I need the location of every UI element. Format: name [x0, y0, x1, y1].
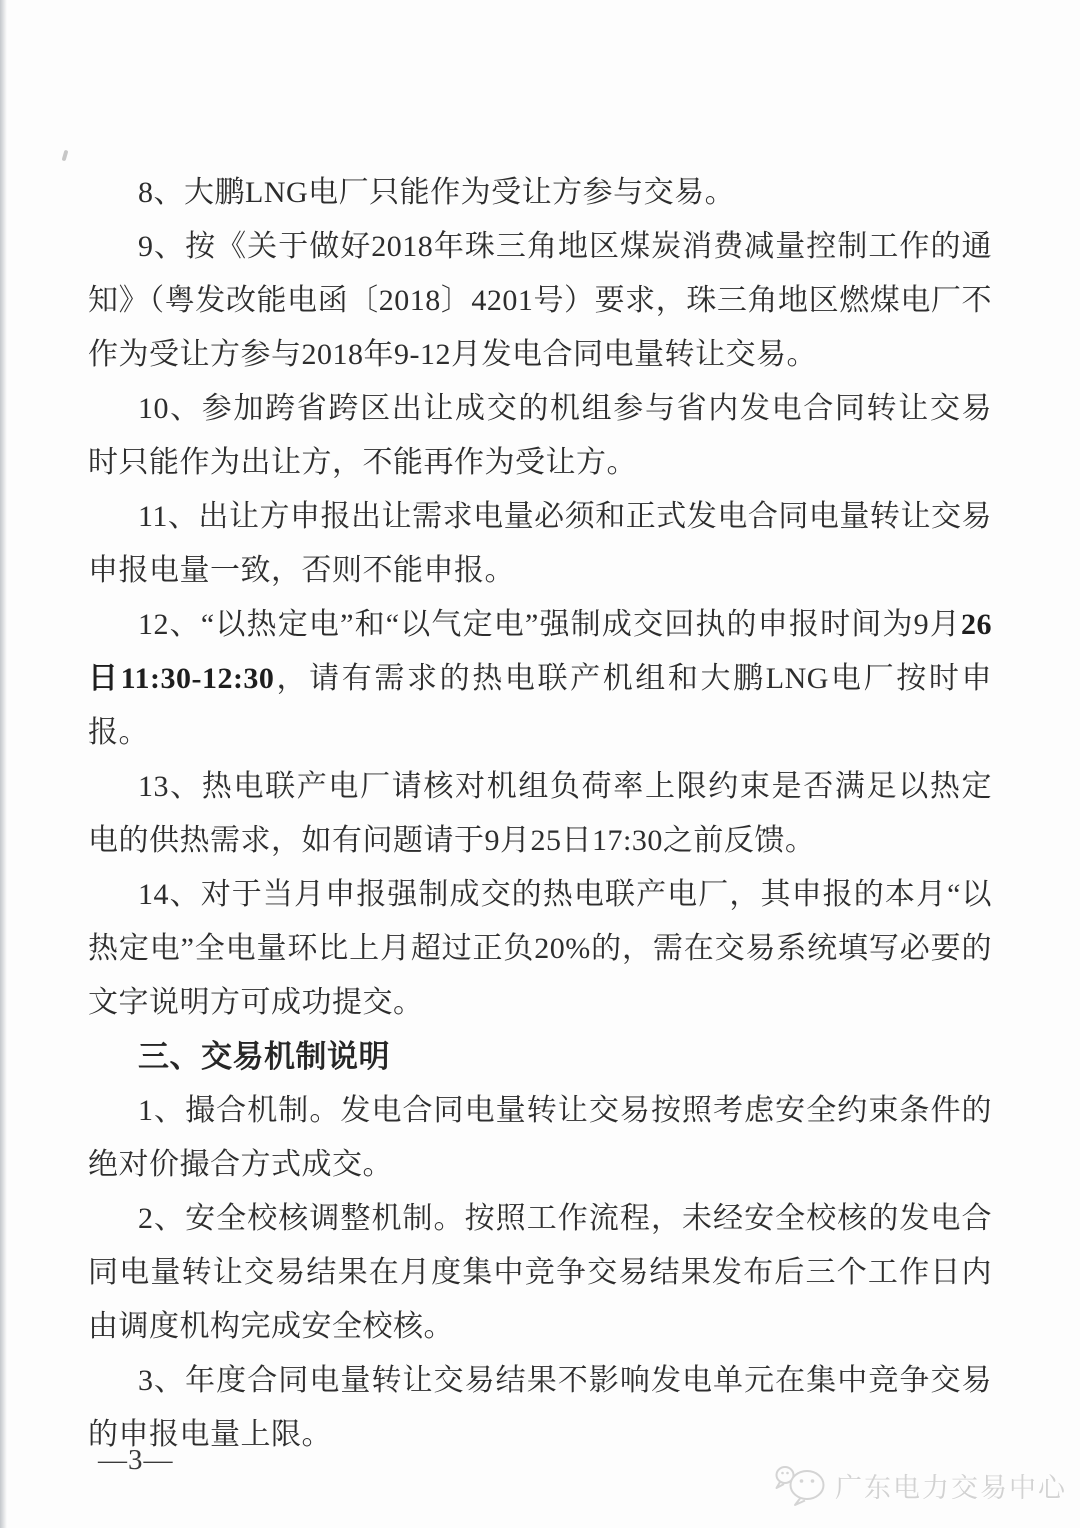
item-12-text-tail: ，请有需求的热电联产机组和大鹏LNG电厂按时申报。	[88, 662, 992, 749]
page-number: —3—	[98, 1444, 174, 1476]
scan-speck	[62, 150, 69, 162]
paragraph-item-13: 13、热电联产电厂请核对机组负荷率上限约束是否满足以热定电的供热需求，如有问题请于9月25日17:30之前反馈。	[88, 770, 992, 857]
watermark	[774, 1460, 1067, 1510]
paragraph-item-11: 11、出让方申报出让需求电量必须和正式发电合同电量转让交易申报电量一致，否则不能申报。	[88, 500, 992, 587]
paragraph-mechanism-3: 3、年度合同电量转让交易结果不影响发电单元在集中竞争交易的申报电量上限。	[88, 1364, 992, 1451]
section-heading: 三、交易机制说明	[138, 1039, 390, 1074]
paragraph-item-12	[88, 598, 992, 760]
item-12-text-lead: 12、“以热定电”和“以气定电”强制成交回执的申报时间为9月	[138, 608, 961, 641]
watermark-text: 广东电力交易中心	[835, 1472, 1067, 1503]
paragraph-mechanism-2: 2、安全校核调整机制。按照工作流程，未经安全校核的发电合同电量转让交易结果在月度集中竞争交易结果发布后三个工作日内由调度机构完成安全校核。	[88, 1202, 992, 1343]
paragraph-mechanism-1: 1、撮合机制。发电合同电量转让交易按照考虑安全约束条件的绝对价撮合方式成交。	[88, 1094, 992, 1181]
wechat-logo-icon	[774, 1460, 828, 1510]
paragraph-item-8: 8、大鹏LNG电厂只能作为受让方参与交易。	[138, 176, 736, 209]
item-12-bold-deadline: 26日11:30-12:30	[88, 608, 992, 695]
scan-edge-artifact	[0, 0, 7, 1528]
paragraph-item-14: 14、对于当月申报强制成交的热电联产电厂，其申报的本月“以热定电”全电量环比上月超过正负20%的，需在交易系统填写必要的文字说明方可成功提交。	[88, 878, 992, 1019]
document-body	[88, 166, 992, 1462]
paragraph-item-9: 9、按《关于做好2018年珠三角地区煤炭消费减量控制工作的通知》（粤发改能电函〔2018〕4201号）要求，珠三角地区燃煤电厂不作为受让方参与2018年9-12月发电合同电量转让交易。	[88, 230, 992, 371]
paragraph-item-10: 10、参加跨省跨区出让成交的机组参与省内发电合同转让交易时只能作为出让方，不能再作为受让方。	[88, 392, 992, 479]
